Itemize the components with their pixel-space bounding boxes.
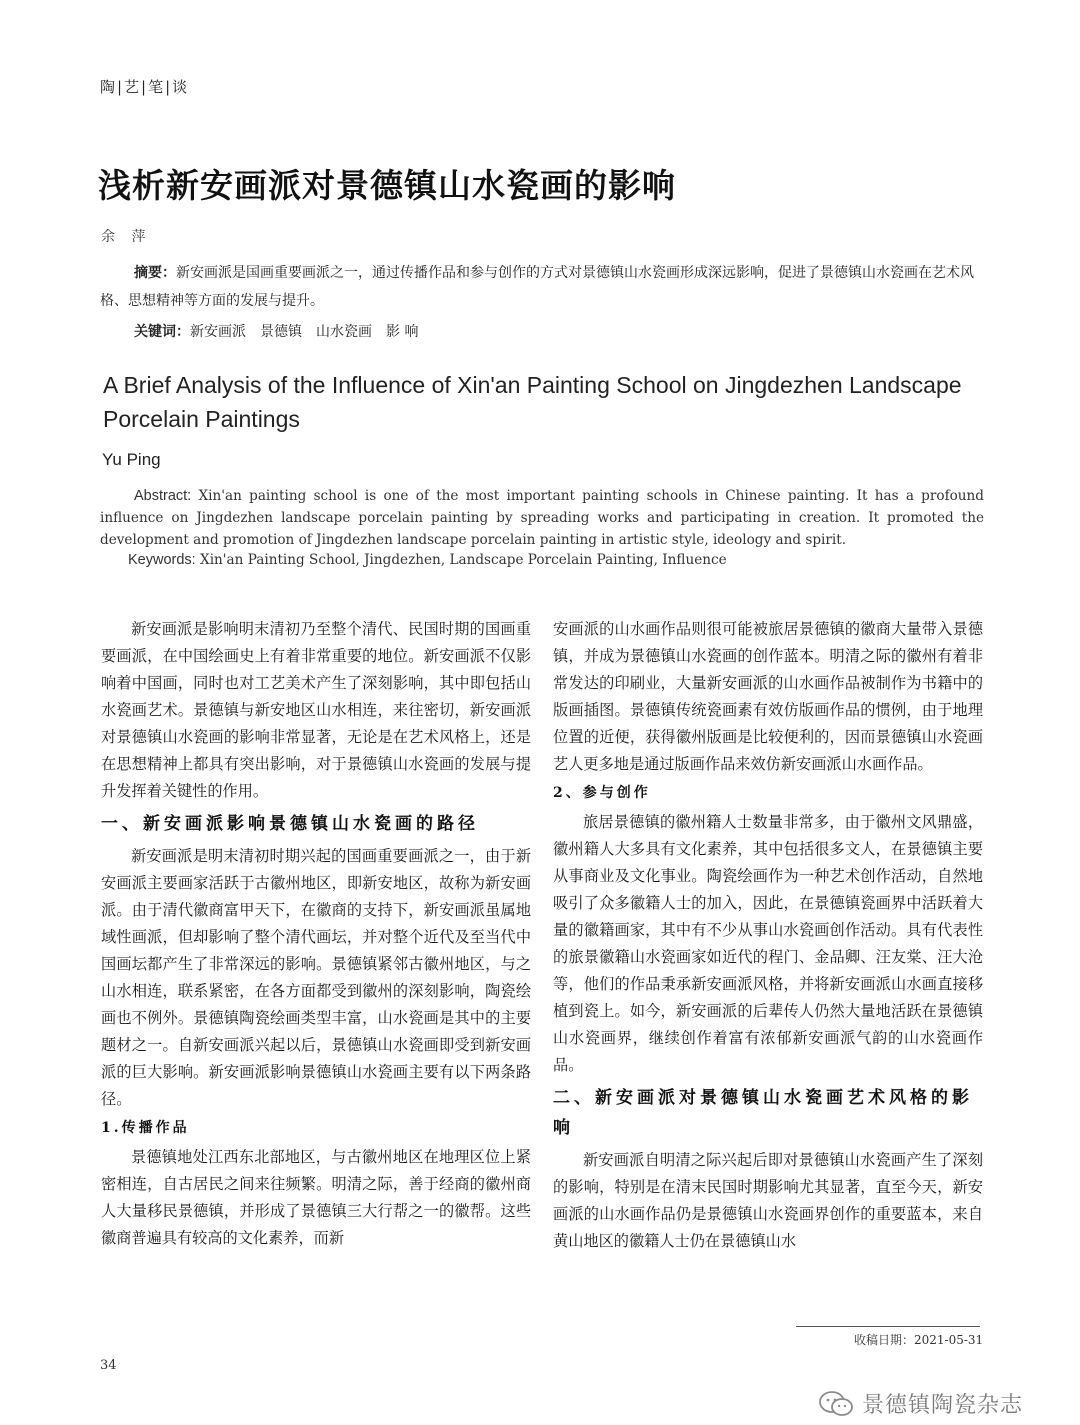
article-title-cn: 浅析新安画派对景德镇山水瓷画的影响 xyxy=(98,166,676,205)
paragraph: 景德镇地处江西东北部地区，与古徽州地区在地理区位上紧密相连，自古居民之间来往频繁。明清之际，善于经商的徽州商人大量移民景德镇，并形成了景德镇三大行帮之一的徽帮。这些徽商普遍具有较高的文化素养，而新 xyxy=(101,1148,531,1247)
watermark-text: 景德镇陶瓷杂志 xyxy=(862,1392,1024,1417)
abstract-cn xyxy=(100,259,980,315)
wechat-icon xyxy=(818,1390,854,1418)
paragraph: 新安画派是影响明末清初乃至整个清代、民国时期的国画重要画派，在中国绘画史上有着非常重要的地位。新安画派不仅影响着中国画，同时也对工艺美术产生了深刻影响，其中即包括山水瓷画艺术。景德镇与新安地区山水相连，来往密切，新安画派对景德镇山水瓷画的影响非常显著，无论是在艺术风格上，还是在思想精神上都具有突出影响，对于景德镇山水瓷画的发展与提升发挥着关键性的作用。 xyxy=(101,620,531,800)
keywords-cn xyxy=(100,318,980,346)
received-date: 收稿日期：2021-05-31 xyxy=(854,1333,984,1347)
paragraph: 旅居景德镇的徽州籍人士数量非常多，由于徽州文风鼎盛，徽州籍人大多具有文化素养，其中包括很多文人，在景德镇主要从事商业及文化事业。陶瓷绘画作为一种艺术创作活动，自然地吸引了众多徽籍人士的加入，因此，在景德镇瓷画界中活跃着大量的徽籍画家，其中有不少从事山水瓷画创作活动。具有代表性的旅景徽籍山水瓷画家如近代的程门、金品卿、汪友棠、汪大沧等，他们的作品秉承新安画派风格，并将新安画派山水画直接移植到瓷上。如今，新安画派的后辈传人仍然大量地活跃在景德镇山水瓷画界，继续创作着富有浓郁新安画派气韵的山水瓷画作品。 xyxy=(553,813,983,1074)
body-column-left xyxy=(101,616,531,1252)
author-cn: 余 萍 xyxy=(101,229,152,245)
keywords-cn-text: 新安画派 景德镇 山水瓷画 影 响 xyxy=(190,324,419,340)
keywords-en-text: Xin'an Painting School, Jingdezhen, Landscape Porcelain Painting, Influence xyxy=(200,552,727,568)
abstract-en-text: Xin'an painting school is one of the most important painting schools in Chinese painting. It has a profound influence on Jingdezhen landscape porcelain painting by spreading works and participating in creation. It promoted the development and promotion of Jingdezhen landscape porcelain painting in artistic style, ideology and spirit. xyxy=(100,488,984,548)
abstract-en-label: Abstract: xyxy=(134,488,192,504)
paragraph: 新安画派是明末清初时期兴起的国画重要画派之一，由于新安画派主要画家活跃于古徽州地区，即新安地区，故称为新安画派。由于清代徽商富甲天下，在徽商的支持下，新安画派虽属地域性画派，但却影响了整个清代画坛，并对整个近代及至当代中国画坛都产生了非常深远的影响。景德镇紧邻古徽州地区，与之山水相连，联系紧密，在各方面都受到徽州的深刻影响，陶瓷绘画也不例外。景德镇陶瓷绘画类型丰富，山水瓷画是其中的主要题材之一。自新安画派兴起以后，景德镇山水瓷画即受到新安画派的巨大影响。新安画派影响景德镇山水瓷画主要有以下两条路径。 xyxy=(101,847,531,1108)
section-tag: 陶|艺|笔|谈 xyxy=(100,78,190,96)
section-heading-2: 二、新安画派对景德镇山水瓷画艺术风格的影响 xyxy=(553,1088,973,1138)
page-number: 34 xyxy=(100,1358,117,1373)
footnote-rule xyxy=(796,1326,980,1327)
section-heading-1: 一、新安画派影响景德镇山水瓷画的路径 xyxy=(101,814,479,834)
abstract-en xyxy=(100,485,984,551)
author-en: Yu Ping xyxy=(102,450,161,469)
abstract-cn-text: 新安画派是国画重要画派之一，通过传播作品和参与创作的方式对景德镇山水瓷画形成深远影响，促进了景德镇山水瓷画在艺术风格、思想精神等方面的发展与提升。 xyxy=(100,265,974,309)
subsection-heading-1: 1.传播作品 xyxy=(101,1120,190,1136)
watermark xyxy=(818,1388,1023,1419)
paragraph: 新安画派自明清之际兴起后即对景德镇山水瓷画产生了深刻的影响，特别是在清末民国时期影响尤其显著，直至今天，新安画派的山水画作品仍是景德镇山水瓷画界创作的重要蓝本，来自黄山地区的徽籍人士仍在景德镇山水 xyxy=(553,1151,983,1250)
keywords-cn-label: 关键词： xyxy=(134,324,190,340)
paragraph: 安画派的山水画作品则很可能被旅居景德镇的徽商大量带入景德镇，并成为景德镇山水瓷画的创作蓝本。明清之际的徽州有着非常发达的印刷业，大量新安画派的山水画作品被制作为书籍中的版画插图。景德镇传统瓷画素有效仿版画作品的惯例，由于地理位置的近便，获得徽州版画是比较便利的，因而景德镇山水瓷画艺人更多地是通过版画作品来效仿新安画派山水画作品。 xyxy=(553,620,983,773)
abstract-cn-label: 摘要： xyxy=(134,265,176,281)
body-column-right xyxy=(553,616,983,1255)
article-title-en: A Brief Analysis of the Influence of Xin'an Painting School on Jingdezhen Landscape Porcelain Paintings xyxy=(103,372,962,432)
keywords-en-label: Keywords: xyxy=(128,552,196,568)
subsection-heading-2: 2、参与创作 xyxy=(553,785,651,801)
keywords-en xyxy=(100,549,984,571)
